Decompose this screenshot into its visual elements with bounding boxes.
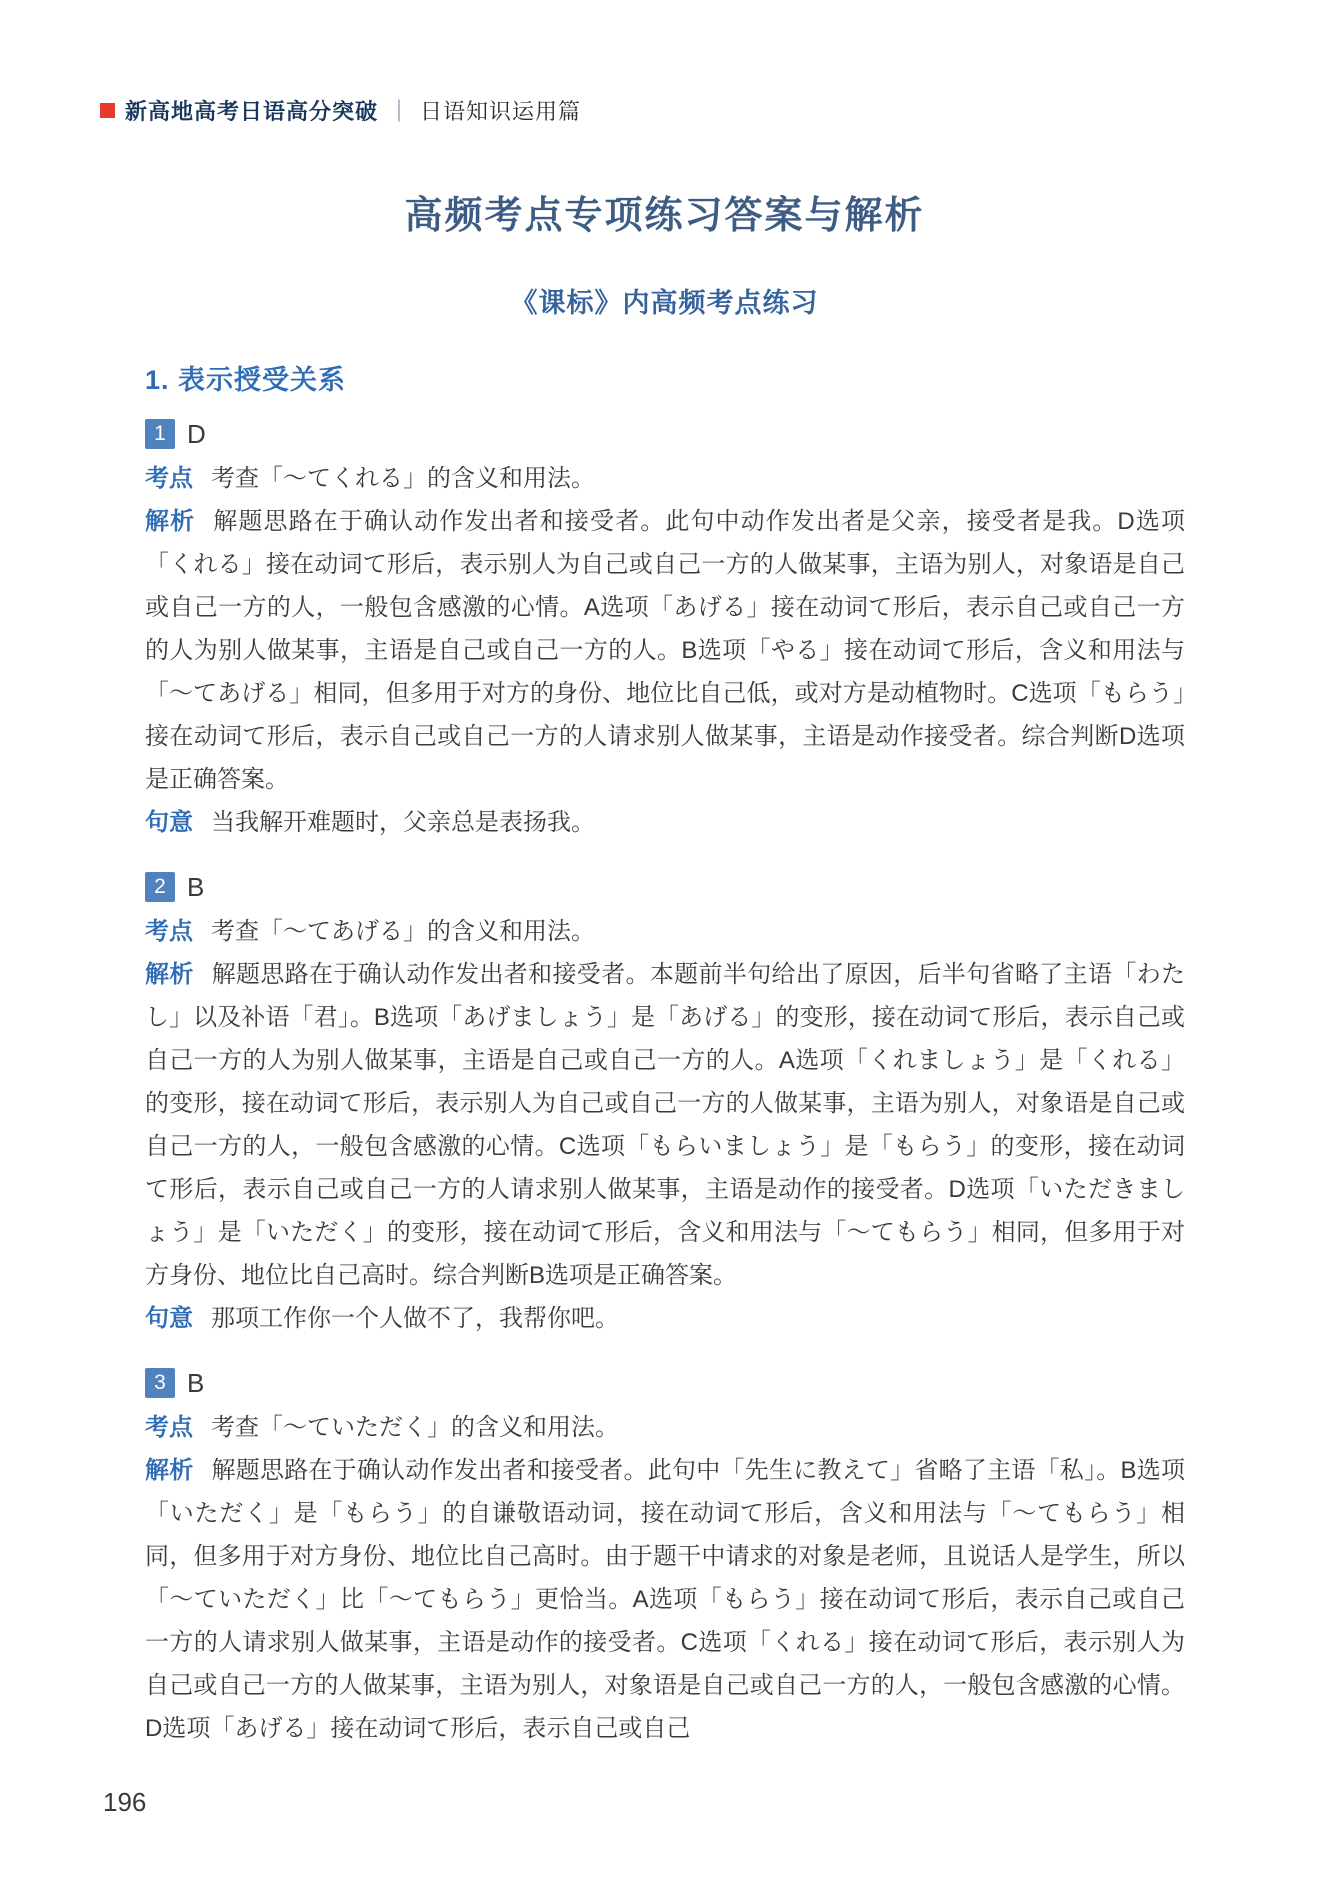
answer-item-2 xyxy=(145,868,1185,1340)
kaodian-paragraph xyxy=(145,910,1185,953)
jiexi-text: 解题思路在于确认动作发出者和接受者。此句中「先生に教えて」省略了主语「私」。B选项「いただく」是「もらう」的自谦敬语动词，接在动词て形后，含义和用法与「～てもらう」相同，但多用于对方身份、地位比自己高时。由于题干中请求的对象是老师，且说话人是学生，所以「～ていただく」比「～てもらう」更恰当。A选项「もらう」接在动词て形后，表示自己或自己一方的人请求别人做某事，主语是动作的接受者。C选项「くれる」接在动词て形后，表示别人为自己或自己一方的人做某事，主语为别人，对象语是自己或自己一方的人，一般包含感激的心情。D选项「あげる」接在动词て形后，表示自己或自己 xyxy=(145,1457,1185,1742)
juyi-text: 当我解开难题时，父亲总是表扬我。 xyxy=(211,809,595,836)
juyi-label: 句意 xyxy=(145,809,193,836)
juyi-paragraph xyxy=(145,1297,1185,1340)
page-title: 高频考点专项练习答案与解析 xyxy=(404,195,925,237)
red-square-icon xyxy=(100,103,115,118)
answer-letter: B xyxy=(187,1367,205,1398)
question-number-badge: 3 xyxy=(145,1368,175,1398)
kaodian-text: 考查「～てあげる」的含义和用法。 xyxy=(211,918,595,945)
answer-letter: B xyxy=(187,871,205,902)
jiexi-label: 解析 xyxy=(145,508,196,535)
answer-item-1 xyxy=(145,415,1185,844)
juyi-label: 句意 xyxy=(145,1305,193,1332)
jiexi-paragraph xyxy=(145,500,1185,801)
header-divider: ｜ xyxy=(388,99,411,124)
kaodian-label: 考点 xyxy=(145,918,193,945)
jiexi-label: 解析 xyxy=(145,1457,194,1484)
page-number: 196 xyxy=(103,1787,147,1817)
kaodian-text: 考查「～ていただく」的含义和用法。 xyxy=(211,1414,619,1441)
kaodian-paragraph xyxy=(145,457,1185,500)
question-number-badge: 1 xyxy=(145,419,175,449)
kaodian-label: 考点 xyxy=(145,465,193,492)
chapter-title: 日语知识运用篇 xyxy=(420,99,582,124)
juyi-paragraph xyxy=(145,801,1185,844)
page-subtitle: 《课标》内高频考点练习 xyxy=(510,288,819,318)
section-heading: 1. 表示授受关系 xyxy=(145,365,347,395)
jiexi-label: 解析 xyxy=(145,961,194,988)
answer-line-3 xyxy=(145,1364,1185,1402)
kaodian-text: 考查「～てくれる」的含义和用法。 xyxy=(211,465,595,492)
juyi-text: 那项工作你一个人做不了，我帮你吧。 xyxy=(211,1305,619,1332)
jiexi-paragraph xyxy=(145,1449,1185,1750)
kaodian-paragraph xyxy=(145,1406,1185,1449)
question-number-badge: 2 xyxy=(145,872,175,902)
page-header xyxy=(100,95,1229,126)
kaodian-label: 考点 xyxy=(145,1414,193,1441)
jiexi-paragraph xyxy=(145,953,1185,1297)
answer-line-1 xyxy=(145,415,1185,453)
answer-letter: D xyxy=(187,418,206,449)
answers-content xyxy=(145,415,1185,1750)
jiexi-text: 解题思路在于确认动作发出者和接受者。此句中动作发出者是父亲，接受者是我。D选项「くれる」接在动词て形后，表示别人为自己或自己一方的人做某事，主语为别人，对象语是自己或自己一方的人，一般包含感激的心情。A选项「あげる」接在动词て形后，表示自己或自己一方的人为别人做某事，主语是自己或自己一方的人。B选项「やる」接在动词て形后，含义和用法与「～てあげる」相同，但多用于对方的身份、地位比自己低，或对方是动植物时。C选项「もらう」接在动词て形后，表示自己或自己一方的人请求别人做某事，主语是动作接受者。综合判断D选项是正确答案。 xyxy=(145,508,1185,793)
answer-line-2 xyxy=(145,868,1185,906)
book-series-title: 新高地高考日语高分突破 xyxy=(125,99,379,124)
jiexi-text: 解题思路在于确认动作发出者和接受者。本题前半句给出了原因，后半句省略了主语「わたし」以及补语「君」。B选项「あげましょう」是「あげる」的变形，接在动词て形后，表示自己或自己一方的人为别人做某事，主语是自己或自己一方的人。A选项「くれましょう」是「くれる」的变形，接在动词て形后，表示别人为自己或自己一方的人做某事，主语为别人，对象语是自己或自己一方的人，一般包含感激的心情。C选项「もらいましょう」是「もらう」的变形，接在动词て形后，表示自己或自己一方的人请求别人做某事，主语是动作的接受者。D选项「いただきましょう」是「いただく」的变形，接在动词て形后，含义和用法与「～てもらう」相同，但多用于对方身份、地位比自己高时。综合判断B选项是正确答案。 xyxy=(145,961,1186,1289)
answer-item-3 xyxy=(145,1364,1185,1750)
